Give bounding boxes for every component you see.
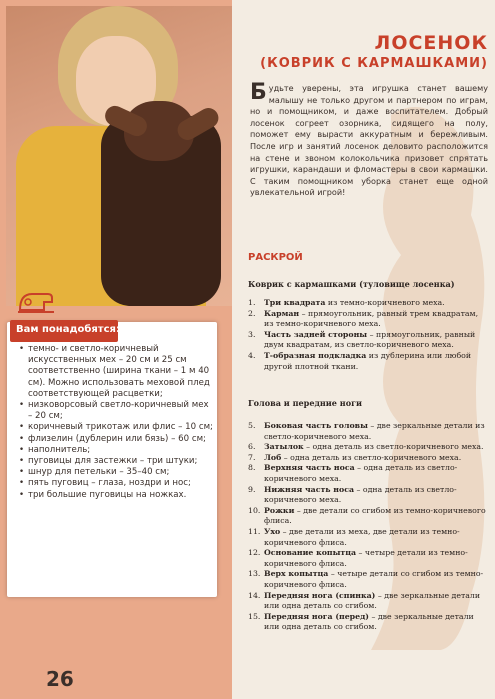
cutting-item-desc: – прямоугольник, равный двум квадратам, из светло-коричневого меха. [264,329,476,350]
cutting-item-part: Т-образная подкладка [264,350,367,360]
cutting-item-desc: – две детали со сгибом из темно-коричневого флиса. [264,505,486,526]
cutting-heading: РАСКРОЙ [248,252,303,263]
cutting-item-part: Часть задней стороны [264,329,368,339]
materials-item: • пять пуговиц – глаза, ноздри и нос; [28,478,213,489]
title-line-1: ЛОСЕНОК [374,32,488,54]
cutting-group2-list [248,421,488,633]
materials-title: Вам понадобятся: [16,324,120,335]
cutting-item [248,463,488,484]
cutting-item [248,421,488,442]
cutting-item-number: 1. [248,298,256,307]
cutting-item [248,612,488,633]
page-number: 26 [46,667,74,691]
cutting-item-desc: – две зеркальные детали или одна деталь со сгибом. [264,590,481,611]
article-title [248,32,488,71]
cutting-item-desc: – две зеркальные детали или одна деталь со сгибом. [264,611,474,632]
cutting-item [248,527,488,548]
cutting-item [248,506,488,527]
cutting-item-number: 15. [248,611,261,621]
materials-item: • шнур для петельки – 35–40 см; [28,467,213,478]
cutting-item-number: 6. [248,442,256,452]
cutting-item-text [264,548,488,569]
cutting-item-text [264,330,488,351]
cutting-group1-title: Коврик с кармашками (туловище лосенка) [248,279,455,289]
cutting-item-number: 12. [248,548,261,558]
cutting-item [248,298,488,309]
cutting-item-part: Боковая часть головы [264,421,368,430]
cutting-item-text [264,591,488,612]
cutting-item-desc: – одна деталь из светло-коричневого меха. [303,442,484,452]
cutting-item [248,591,488,612]
cutting-item-number: 11. [248,526,261,536]
materials-list [28,344,213,501]
cutting-item-part: Три квадрата [264,298,326,307]
cutting-item-part: Затылок [264,442,304,452]
cutting-item-text [264,453,488,464]
cutting-item-text [264,506,488,527]
cutting-item [248,442,488,453]
cutting-item-text [264,463,488,484]
cutting-item-desc: из дублерина или любой другой плотной ткани. [264,350,472,371]
cutting-item-part: Верх копытца [264,569,329,579]
girl-with-moose-photo [6,6,232,306]
cutting-item-number: 3. [248,329,256,339]
title-line-2: (КОВРИК С КАРМАШКАМИ) [260,56,488,71]
materials-item: • флизелин (дублерин или бязь) – 60 см; [28,434,213,445]
cutting-item [248,548,488,569]
cutting-item-desc: – две зеркальные детали из светло-коричневого меха. [264,421,485,441]
cutting-item-desc: – две детали из меха, две детали из темно-коричневого флиса. [264,526,460,547]
materials-item: • пуговицы для застежки – три штуки; [28,456,213,467]
intro-paragraph [250,80,488,199]
cutting-item-text [264,612,488,633]
materials-item: • три большие пуговицы на ножках. [28,490,213,501]
cutting-item-number: 10. [248,505,261,515]
cutting-item-part: Верхняя часть носа [264,463,355,473]
cutting-item [248,330,488,351]
cutting-item-desc: – четыре детали со сгибом из темно-коричневого флиса. [264,569,484,589]
materials-item: • темно- и светло-коричневый искусственных мех – 20 см и 25 см соответственно (ширина ткани – 1 м 40 см). Можно использовать меховой плед соответствующей расцветки; [28,344,213,400]
drop-cap: Б [250,80,267,105]
cutting-item-text [264,421,488,442]
cutting-item-desc: – одна деталь из светло-коричневого меха. [281,452,462,462]
cutting-item-number: 9. [248,484,256,494]
cutting-item-number: 14. [248,590,261,600]
cutting-item-part: Карман [264,308,300,318]
cutting-item-number: 13. [248,569,261,579]
cutting-item [248,453,488,464]
cutting-group1-list [248,298,488,372]
cutting-item-part: Ухо [264,526,281,536]
cutting-item-text [264,485,488,506]
cutting-item-text [264,298,488,309]
cutting-item-desc: из темно-коричневого меха. [325,298,445,307]
cutting-item-part: Лоб [264,452,282,462]
cutting-item-part: Передняя нога (спинка) [264,590,376,600]
cutting-item [248,485,488,506]
cutting-item-part: Рожки [264,505,295,515]
cutting-item-text [264,569,488,590]
cutting-item [248,309,488,330]
materials-item: • наполнитель; [28,445,213,456]
cutting-item-desc: – одна деталь из светло-коричневого меха. [264,463,458,483]
cutting-item-text [264,527,488,548]
cutting-item-desc: – четыре детали из темно-коричневого флиса. [264,548,468,568]
sewing-machine-icon [14,280,56,322]
cutting-item-part: Основание копытца [264,548,357,558]
cutting-item-number: 7. [248,452,256,462]
materials-item: • низковорсовый светло-коричневый мех – 20 см; [28,400,213,422]
intro-text: удьте уверены, эта игрушка станет вашему малышу не только другом и партнером по играм, но и помощником, и даже воспитателем. Добрый лосенок согреет озорника, сидящего на полу, поможет ему вырасти аккуратным и бережливым. После игр и занятий лосенок деловито расположится на стене и звоном колокольчика призовет спрятать игрушки, карандаши и фломастеры в свои кармашки. С таким помощником уборка станет еще одной увлекательной игрой! [250,83,488,198]
cutting-item-text [264,309,488,330]
cutting-group2-title: Голова и передние ноги [248,398,363,408]
cutting-item-desc: – одна деталь из светло-коричневого меха. [264,484,457,505]
cutting-item-number: 8. [248,463,256,473]
cutting-item-number: 2. [248,308,256,318]
cutting-item-text [264,351,488,372]
cutting-item [248,351,488,372]
cutting-item-part: Нижняя часть носа [264,484,355,494]
cutting-item-text [264,442,488,453]
materials-item: • коричневый трикотаж или флис – 10 см; [28,422,213,433]
cutting-item-number: 5. [248,421,256,430]
cutting-item-desc: – прямоугольник, равный трем квадратам, из темно-коричневого меха. [264,308,479,329]
cutting-item-part: Передняя нога (перед) [264,611,369,621]
cutting-item [248,569,488,590]
cutting-item-number: 4. [248,350,256,360]
